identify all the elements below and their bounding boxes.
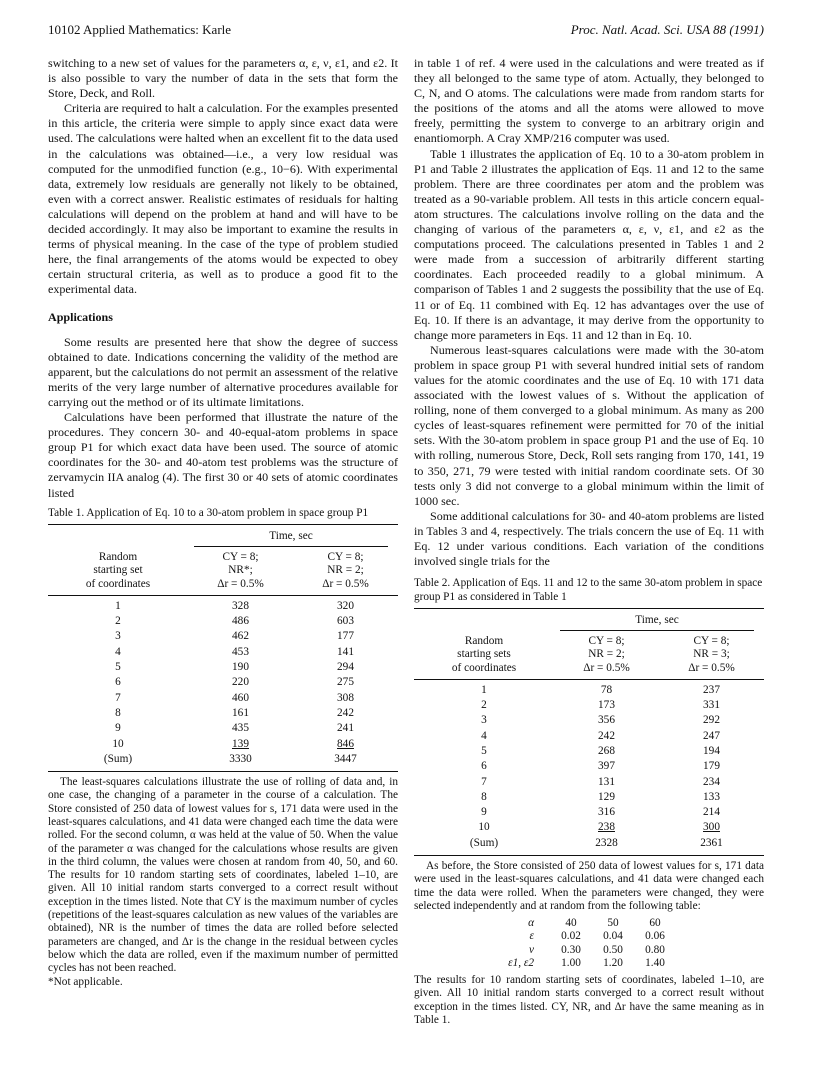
table1-row-header: of coordinates (85, 577, 151, 590)
table-cell: 603 (337, 615, 354, 628)
table-sum-label: (Sum) (48, 753, 188, 772)
param-value: 0.50 (603, 943, 623, 956)
table-cell: 356 (598, 714, 615, 727)
table-cell: 177 (337, 630, 354, 643)
param-value: 0.80 (645, 943, 665, 956)
table-cell: 179 (703, 760, 720, 773)
table-cell: 10 (478, 821, 490, 834)
table-cell: 462 (232, 630, 249, 643)
table-cell: 460 (232, 691, 249, 704)
table-cell: 846 (337, 737, 354, 750)
table1-col-header: NR*; (228, 564, 253, 577)
paragraph: in table 1 of ref. 4 were used in the calculations and were treated as if they all belonged to the same type of atom. Actually, they belonged to C, N, and O atoms. The calculations were made from random starts for the positions of the atoms and all the atoms were allowed to move freely, permitting the system to converge to an arbitrary origin and enantiomorph. A Cray XMP/216 computer was used. (414, 56, 764, 146)
left-column (48, 56, 398, 989)
table-cell: 242 (598, 729, 615, 742)
param-value: 1.00 (561, 956, 581, 969)
table-cell: 8 (115, 706, 121, 719)
table-cell: 453 (232, 645, 249, 658)
table-cell: 4 (481, 729, 487, 742)
table2-col-header: NR = 3; (693, 648, 730, 661)
parameter-table (478, 917, 676, 970)
param-value: 60 (649, 917, 661, 930)
table-cell: 292 (703, 714, 720, 727)
paragraph: Calculations have been performed that illustrate the nature of the procedures. They concern 30- and 40-equal-atom problems in space group P1 for which exact data have been used. The source of atomic coordinates for the 30- and 40-atom test problems was the structure of zervamycin IIA analog (4). The first 30 or 40 sets of atomic coordinates listed (48, 410, 398, 500)
right-column (414, 56, 764, 1027)
paragraph: switching to a new set of values for the parameters α, ε, ν, ε1, and ε2. It is also possible to vary the number of data in the sets that form the Store, Deck, and Roll. (48, 56, 398, 101)
table-cell: 237 (703, 683, 720, 696)
table-cell: 3 (481, 714, 487, 727)
paragraph: Criteria are required to halt a calculation. For the examples presented in this article, the criteria were simple to apply since exact data were used. The calculations were halted when an excellent fit to the data used in the calculations was obtained—i.e., a very low residual was computed for the unmodified function (e.g., 10−6). With experimental data, extremely low residuals are generally not likely to be obtained, even with a correct answer. Realistic estimates of residuals for halting calculations will depend on the problem at hand and will have to be decided accordingly. It may also be important to examine the results in terms of physical meaning. In the case of the type of problem studied here, the final arrangements of the atoms would be expected to obey certain structural criteria, as well as to produce a good fit to the experimental data. (48, 101, 398, 297)
table-sum: 3330 (188, 753, 293, 772)
table-cell: 238 (598, 821, 615, 834)
table2-note: As before, the Store consisted of 250 data of lowest values for s, 171 data were used in the least-squares calculations, and 41 data were changed each time the data were rolled. When the parameters were changed, they were selected independently and at random from the following table: (414, 860, 764, 912)
table1-time-header: Time, sec (194, 530, 388, 547)
table-cell: 320 (337, 599, 354, 612)
table-cell: 141 (337, 645, 354, 658)
param-value: 0.04 (603, 930, 623, 943)
table-cell: 234 (703, 775, 720, 788)
table1-caption: Table 1. Application of Eq. 10 to a 30-atom problem in space group P1 (48, 506, 369, 519)
table-cell: 220 (232, 676, 249, 689)
table2-row-header: starting sets (457, 648, 511, 661)
table-cell: 4 (115, 645, 121, 658)
table2-col-header: Δr = 0.5% (583, 661, 630, 674)
table2-time-header: Time, sec (560, 614, 754, 631)
table-cell: 397 (598, 760, 615, 773)
table-cell: 78 (600, 683, 613, 696)
table-cell: 328 (232, 599, 249, 612)
table2 (414, 608, 764, 856)
table-cell: 331 (703, 699, 720, 712)
param-name: α (528, 917, 534, 930)
header-right: Proc. Natl. Acad. Sci. USA 88 (1991) (570, 22, 764, 37)
param-value: 0.02 (561, 930, 581, 943)
table1-col-header: CY = 8; (327, 551, 364, 564)
table-cell: 173 (598, 699, 615, 712)
param-value: 50 (607, 917, 619, 930)
table1-row-header: starting set (93, 564, 143, 577)
paragraph: Numerous least-squares calculations were made with the 30-atom problem in space group P1 with several hundred initial sets of random values for the atomic coordinates and the use of Eq. 10 with 171 data associated with the lowest values of s. Without the application of rolling, none of them converged to a global minimum. As many as 200 cycles of least-squares refinement were permitted for 70 of the initial sets. With the 30-atom problem in space group P1 and the use of Eq. 10 with rolling, numerous Store, Deck, Roll sets ranging from 170, 141, 19 to 350, 271, 79 were tested with initial random coordinate sets. Of 30 tests only 3 did not converge to a global minimum within the limit of 1000 sec. (414, 342, 764, 508)
table-cell: 6 (481, 760, 487, 773)
table-sum: 2361 (659, 837, 764, 856)
table-cell: 8 (481, 790, 487, 803)
table2-row-header: Random (464, 635, 504, 648)
table-cell: 131 (598, 775, 615, 788)
table-sum: 2328 (554, 837, 659, 856)
table1-footnote: *Not applicable. (48, 975, 123, 988)
table2-col-header: NR = 2; (588, 648, 625, 661)
table-cell: 294 (337, 661, 354, 674)
paragraph: Table 1 illustrates the application of Eq. 10 to a 30-atom problem in P1 and Table 2 illustrates the application of Eqs. 11 and 12 to the same problem. There are three coordinates per atom and the problem was treated as a 90-variable problem. All tests in this article concern equal-atom structures. The calculations involve rolling on the data and the changing of various of the parameters α, ε, ν, ε1, and ε2 as the computations proceed. The calculations presented in Tables 1 and 2 were made from a succession of arbitrarily different starting coordinates. Each proceeded readily to a global minimum. A comparison of Tables 1 and 2 suggests the possibility that the use of Eq. 11 or of Eq. 11 combined with Eq. 12 has advantages over the use of Eq. 10. If there is an advantage, it may derive from the opportunity to change more parameters in Eqs. 11 and 12 than in Eq. 10. (414, 146, 764, 342)
table-cell: 9 (115, 722, 121, 735)
table-cell: 247 (703, 729, 720, 742)
table1-col-header: Δr = 0.5% (217, 577, 264, 590)
table-cell: 139 (232, 737, 249, 750)
table-cell: 7 (481, 775, 487, 788)
param-name: ε (529, 930, 534, 943)
table-cell: 10 (112, 737, 124, 750)
table-cell: 1 (481, 683, 487, 696)
table1-col-header: NR = 2; (327, 564, 364, 577)
table-cell: 2 (481, 699, 487, 712)
paragraph: Some results are presented here that show the degree of success obtained to date. Indications concerning the validity of the method are apparent, but the calculations do not permit an assessment of the relative merits of the very large number of alternative procedures available for carrying out the method or of its ultimate limitations. (48, 334, 398, 409)
table1-row-header: Random (98, 551, 138, 564)
table1-note: The least-squares calculations illustrate the use of rolling of data and, in one case, the changing of a parameter in the course of a calculation. The Store consisted of 250 data of lowest values for s, 171 data were used in the least-squares calculations, and 41 data were changed each time the data were rolled. For the second column, α was held at the value of 50. When the value of the parameter α was changed for the calculations whose results are given in the third column, the values were chosen at random from 40, 50, and 60. The results for 10 random starting sets of coordinates, labeled 1–10, are given. All 10 initial random starts converged to a correct result without exception in the times listed. Note that CY is the maximum number of cycles (repetitions of the least-squares calculation as new values of the variables are obtained), NR is the number of times the data are rolled before selected parameters are changed, and Δr is the change in the residual between cycles below which the data are rolled, even if the maximum number of permitted cycles has not been reached. (48, 776, 398, 975)
param-value: 1.20 (603, 956, 623, 969)
table-cell: 241 (337, 722, 354, 735)
table2-col-header: CY = 8; (588, 635, 625, 648)
header-left: 10102 Applied Mathematics: Karle (48, 22, 232, 37)
param-value: 1.40 (645, 956, 665, 969)
table2-row-header: of coordinates (451, 661, 517, 674)
section-heading: Applications (48, 309, 113, 324)
table-cell: 435 (232, 722, 249, 735)
table-cell: 5 (115, 661, 121, 674)
table-cell: 214 (703, 806, 720, 819)
param-value: 0.30 (561, 943, 581, 956)
table-cell: 316 (598, 806, 615, 819)
table-sum: 3447 (293, 753, 398, 772)
table-cell: 161 (232, 706, 249, 719)
table-cell: 486 (232, 615, 249, 628)
table-cell: 190 (232, 661, 249, 674)
table-cell: 268 (598, 745, 615, 757)
table-cell: 5 (481, 745, 487, 757)
table-cell: 275 (337, 676, 354, 689)
table-cell: 242 (337, 706, 354, 719)
table-cell: 3 (115, 630, 121, 643)
param-name: ν (528, 943, 534, 956)
table-sum-label: (Sum) (414, 837, 554, 856)
table2-col-header: CY = 8; (693, 635, 730, 648)
table2-note-end: The results for 10 random starting sets of coordinates, labeled 1–10, are given. All 10 initial random starts converged to a correct result without exception in the times listed. CY, NR, and Δr have the same meaning as in Table 1. (414, 974, 764, 1026)
table-cell: 133 (703, 790, 720, 803)
param-name: ε1, ε2 (508, 956, 534, 969)
table-cell: 1 (115, 599, 121, 612)
table-cell: 2 (115, 615, 121, 628)
table2-col-header: Δr = 0.5% (688, 661, 735, 674)
table-cell: 6 (115, 676, 121, 689)
table1-col-header: CY = 8; (222, 551, 259, 564)
table1-col-header: Δr = 0.5% (322, 577, 369, 590)
running-header (48, 22, 764, 42)
table2-caption: Table 2. Application of Eqs. 11 and 12 to the same 30-atom problem in space group P1 as considered in Table 1 (414, 577, 763, 603)
table-cell: 129 (598, 790, 615, 803)
table-cell: 308 (337, 691, 354, 704)
table-cell: 300 (703, 821, 720, 834)
table-cell: 9 (481, 806, 487, 819)
table1 (48, 524, 398, 772)
table-cell: 7 (115, 691, 121, 704)
paragraph: Some additional calculations for 30- and 40-atom problems are listed in Tables 3 and 4, respectively. The trials concern the use of Eq. 11 with Eq. 12 under various conditions. Each variation of the conditions involved single trials for the (414, 508, 764, 569)
table-cell: 194 (703, 745, 720, 757)
param-value: 40 (565, 917, 577, 930)
param-value: 0.06 (645, 930, 665, 943)
